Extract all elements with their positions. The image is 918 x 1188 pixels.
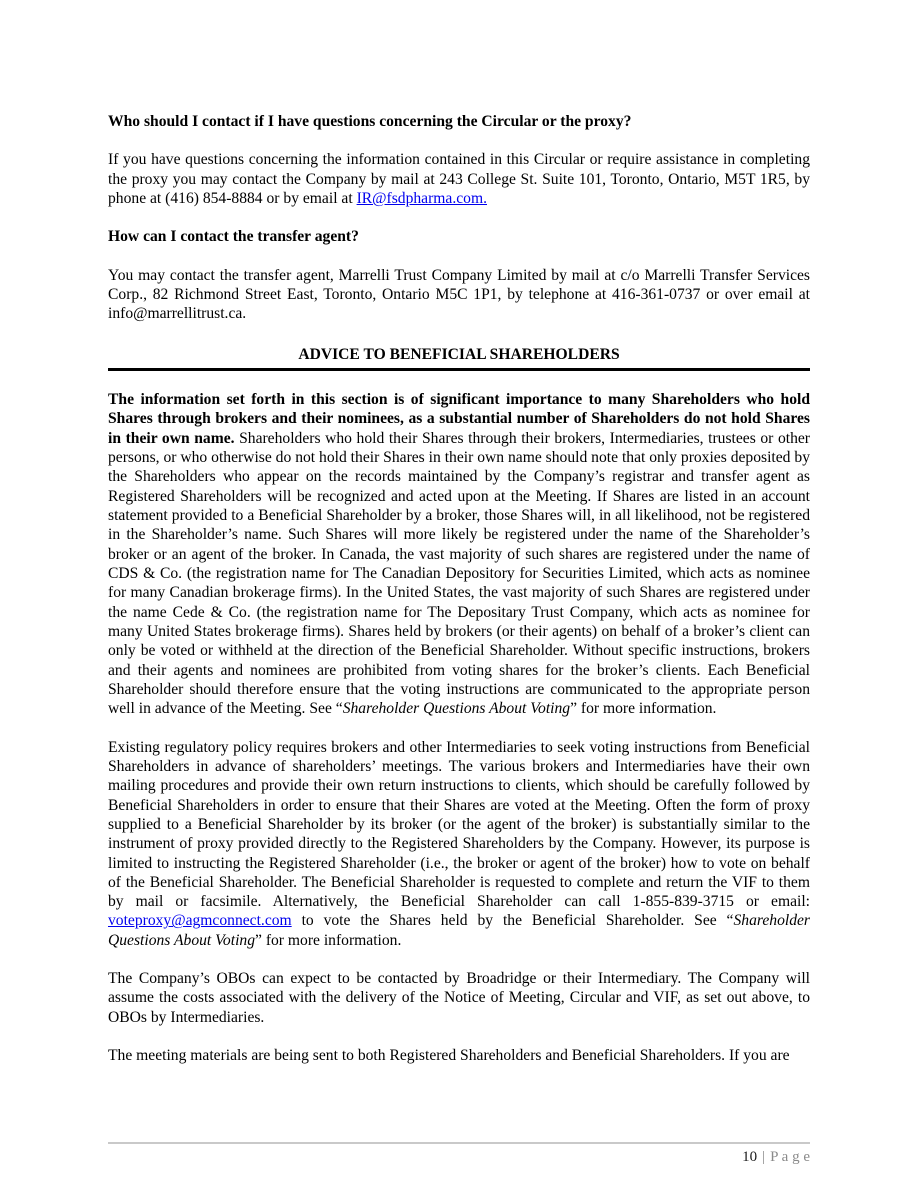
paragraph-advice-2 xyxy=(108,738,810,951)
advice-p2-body-text: Existing regulatory policy requires brokers and other Intermediaries to seek voting instructions from Beneficial Shareholders in advance of shareholders’ meetings. The various brokers and Intermediaries have their own mailing procedures and provide their own return instructions to clients, which should be carefully followed by Beneficial Shareholders in order to ensure that their Shares are voted at the Meeting. Often the form of proxy supplied to a Beneficial Shareholder by its broker (or the agent of the broker) is substantially similar to the instrument of proxy provided directly to the Registered Shareholders by the Company. However, its purpose is limited to instructing the Registered Shareholder (i.e., the broker or agent of the broker) how to vote on behalf of the Beneficial Shareholder. The Beneficial Shareholder is requested to complete and return the VIF to them by mail or facsimile. Alternatively, the Beneficial Shareholder can call 1-855-839-3715 or email: xyxy=(108,738,810,911)
paragraph-obos: The Company’s OBOs can expect to be contacted by Broadridge or their Intermediary. The Company will assume the costs associated with the delivery of the Notice of Meeting, Circular and VIF, as set out above, to OBOs by Intermediaries. xyxy=(108,970,810,1026)
ir-email-link[interactable]: IR@fsdpharma.com. xyxy=(356,189,487,207)
footer-separator: | xyxy=(762,1149,766,1165)
advice-p1-body-text: Shareholders who hold their Shares through their brokers, Intermediaries, trustees or other persons, or who otherwise do not hold their Shares in their own name should note that only proxies deposited by the Shareholders who appear on the records maintained by the Company’s registrar and transfer agent as Registered Shareholders will be recognized and acted upon at the Meeting. If Shares are listed in an account statement provided to a Beneficial Shareholder by a broker, those Shares will, in all likelihood, not be registered in the Shareholder’s name. Such Shares will more likely be registered under the name of the Shareholder’s broker or an agent of the broker. In Canada, the vast majority of such shares are registered under the name of CDS & Co. (the registration name for The Canadian Depository for Securities Limited, which acts as nominee for many Canadian brokerage firms). In the United States, the vast majority of such Shares are registered under the name Cede & Co. (the registration name for The Depositary Trust Company, which acts as nominee for many United States brokerage firms). Shares held by brokers (or their agents) on behalf of a broker’s client can only be voted or withheld at the direction of the Beneficial Shareholder. Without specific instructions, brokers and their agents and nominees are prohibited from voting shares for the broker’s clients. Each Beneficial Shareholder should therefore ensure that the voting instructions are communicated to the appropriate person well in advance of the Meeting. See “ xyxy=(108,429,810,718)
question-heading-transfer-agent: How can I contact the transfer agent? xyxy=(108,228,359,246)
advice-section-heading: ADVICE TO BENEFICIAL SHAREHOLDERS xyxy=(298,345,620,363)
footer-page-number: 10 xyxy=(742,1149,758,1165)
paragraph-transfer-agent: You may contact the transfer agent, Marrelli Trust Company Limited by mail at c/o Marrelli Transfer Services Corp., 82 Richmond Street East, Toronto, Ontario M5C 1P1, by telephone at 416-361-0737 or over email at info@marrellitrust.ca. xyxy=(108,266,810,323)
paragraph-advice-1 xyxy=(108,390,810,719)
advice-p1-closing-text: ” for more information. xyxy=(570,700,717,718)
voteproxy-email-link[interactable]: voteproxy@agmconnect.com xyxy=(108,912,292,930)
advice-p1-italic-reference: Shareholder Questions About Voting xyxy=(342,700,571,718)
footer-page-word: P a g e xyxy=(770,1149,810,1165)
advice-section-heading-rule xyxy=(108,345,810,371)
advice-p2-after-link-text: to vote the Shares held by the Beneficial Shareholder. See “ xyxy=(291,912,734,930)
advice-p2-closing-text: ” for more information. xyxy=(255,931,402,949)
paragraph-meeting-materials: The meeting materials are being sent to both Registered Shareholders and Beneficial Shareholders. If you are xyxy=(108,1047,790,1065)
question-heading-circular-contact: Who should I contact if I have questions concerning the Circular or the proxy? xyxy=(108,113,632,130)
page-footer xyxy=(108,1142,810,1167)
company-contact-text: If you have questions concerning the information contained in this Circular or require assistance in completing the proxy you may contact the Company by mail at 243 College St. Suite 101, Toronto, Ontario, M5T 1R5, by phone at (416) 854-8884 or by email at xyxy=(108,151,810,207)
paragraph-company-contact xyxy=(108,150,810,208)
advice-bold-lead-text: The information set forth in this section is of significant importance to many Shareholders who hold Shares through brokers and their nominees, as a substantial number of Shareholders do not hold Shares in their own name. xyxy=(108,390,810,447)
advice-p2-italic-reference: Shareholder Questions About Voting xyxy=(108,912,810,949)
